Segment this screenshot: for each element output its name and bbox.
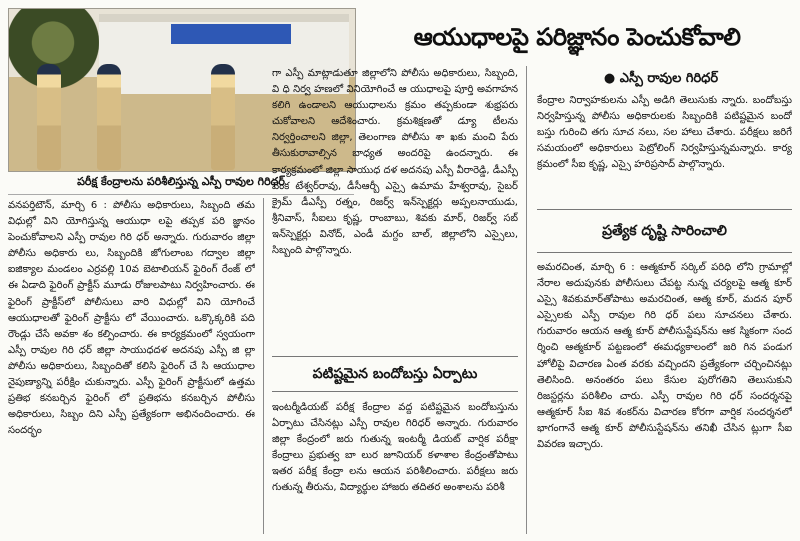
article-column-2-top: గా ఎస్పీ మాట్లాడుతూ జిల్లాలోని పోలీసు అధికారులు, సిబ్బంది, వి ధి నిర్వ హణలో వినియోగించే ఆ యుధాలపై పూర్తి అవగాహన కలిగి ఉండాలని ఆయుధాలను క్రమం తప్పకుండా శుభ్రపరు చుకోవాలని ఆదేశించారు. క్రమశిక్షణతో డ్యూ టీలను నిర్వర్తించాలని జిల్లా, తెలంగాణ పోలీసు శా ఖకు మంచి పేరు తీసుకురావాల్సిన బాధ్యత అందరిపై ఉందన్నారు. ఈ కార్యక్రమంలో జిల్లా సాయుధ దళ అదనపు ఎస్పీ వీరారెడ్డి, డీఎస్పీ వెంక టేశ్వర్‌రావు, డీసీఆర్బీ ఎస్సై ఉమామ హేశ్వరావు, సైబర్ క్రైమ్ డీఎస్పీ రత్నం, రిజర్వ్ ఇన్‌స్పెక్టర్లు అప్పలనాయుడు, శ్రీనివాస్, సీఐలు కృష్ణ, రాంబాబు, శివకు మార్, రిజర్వ్ సబ్ ఇన్‌స్పెక్టర్లు వినోద్, ఎండీ మగ్దం బాల్, జిల్లాలోని ఎస్సైలు, సిబ్బంది పాల్గొన్నారు. bbox=[272, 68, 518, 257]
column-divider bbox=[526, 66, 527, 534]
column-divider bbox=[263, 198, 264, 534]
article-column-2-bottom: ఇంటర్మీడియట్ పరీక్ష కేంద్రాల వద్ద పటిష్టమైన బందోబస్తును ఏర్పాటు చేసినట్లు ఎస్పీ రావుల గిరిధర్ అన్నారు. గురువారం జిల్లా కేంద్రంలో జరు గుతున్న ఇంటర్మీ డియట్ వార్షిక పరీక్షా కేంద్రాలు ప్రభుత్వ బా లుర జూనియర్ కళాశాల కేంద్రంతోపాటు ఇతర పరీక్ష కేంద్రా లను ఆయన పరిశీలించారు. పరీక్షలు జరు గుతున్న తీరును, విద్యార్థుల హాజరు తదితర అంశాలను పరిశీ bbox=[272, 402, 518, 494]
subheading-special-focus: ప్రత్యేక దృష్టి సారించాలి bbox=[537, 209, 792, 253]
byline: ● ఎస్పీ రావుల గిరిధర్ bbox=[603, 71, 719, 86]
building-sign bbox=[171, 24, 291, 44]
article-column-3-bottom: అమరచింత, మార్చి 6 : ఆత్మకూర్ సర్కిల్ పరిధి లోని గ్రామాల్లో నేరాల అదుపునకు పోలీసులు చేపట్ట నున్న చర్యలపై ఆత్మ కూర్ ఎస్సై శివకుమార్‌తోపాటు అమరచింత, ఆత్మ కూర్, మదన పూర్ ఎస్సైలకు ఎస్పీ రావుల గిరి ధర్ పలు సూచనలు చేశారు. గురువారం ఆయన ఆత్మ కూర్ పోలీసుస్టేషన్‌ను ఆక స్మికంగా సంద ర్శించి ఆత్మకూర్ పట్టణంలో ఈమధ్యకాలంలో జరి గిన పండుగ హోలీపై విచారణ ఏంత వరకు వచ్చిందని ప్రత్యేకంగా చర్చించినట్లు తెలిసింది. అనంతరం పలు కేసుల పురోగతిని తెలుసుకుని రిజస్టర్లను పరిశీలిం చారు. ఎస్పీ రావుల గిరి ధర్ సందర్శనపై ఆత్మకూర్ సీఐ శివ శంకర్‌ను విచారణ కోరగా వార్షిక సందర్శనలో భాగంగానే ఆత్మ కూర్ పోలీసుస్టేషన్‌ను తనిఖీ చేసిన ట్లుగా సీఐ వివరణ ఇచ్చారు. bbox=[537, 262, 792, 451]
article-column-1: వనపర్తిటౌన్, మార్చి 6 : పోలీసు అధికారులు, సిబ్బంది తమ విధుల్లో విని యోగిస్తున్న ఆయుధా లపై తప్పక పరి జ్ఞానం పెంచుకోవాలని ఎస్పీ రావుల గిరి ధర్ అన్నారు. గురువారం జిల్లా పోలీసు అధికారు లు, సిబ్బందికి జోగులాంబ గద్వాల జిల్లా ఐజిక్యాల మండలం ఎర్రవల్లి 10వ బెటాలియన్ ఫైరింగ్ రేంజ్ లో ఈ ఏడాది ఫైరింగ్ ప్రాక్టీస్ మూడు రోజులపాటు నిర్వహించారు. ఈ ఫైరింగ్ ప్రాక్టీస్‌లో పోలీసులు వారి విధుల్లో విని యోగించే ఆయుధాలతో ఫైరింగ్ ప్రాక్టీసు లో వేయించారు. ఒక్కొక్కరికి పది రౌండ్లు చేసే అవకా శం కల్పించారు. ఈ కార్యక్రమంలో స్వయంగా ఎస్పీ రావుల గిరి ధర్ జిల్లా సాయుధదళ అదనపు ఎస్పీ జి ల్లా పోలీసు అధికారులు, సిబ్బందితో కలిసి ఫైరింగ్ చే సి ఆయుధాల నైపుణ్యాన్ని పరీక్షిం చుకున్నారు. ఎస్పీ ఫైరింగ్ ప్రాక్టీసులో ఉత్తమ ప్రతిభ కనబర్చిన ఫైరింగ్ లో ప్రతిభను కనబర్చిన పోలీసు అధికారులు, సిబ్బం దిని ఎస్పీ ప్రత్యేకంగా అభినందించారు. ఈ సందర్భం bbox=[8, 200, 255, 437]
headline: ఆయుధాలపై పరిజ్ఞానం పెంచుకోవాలి bbox=[413, 23, 741, 51]
police-officer-figure bbox=[37, 64, 61, 170]
police-officer-figure bbox=[97, 64, 121, 170]
subheading-security-arrangements: పటిష్టమైన బందోబస్తు ఏర్పాటు bbox=[272, 356, 518, 392]
police-officer-figure bbox=[211, 64, 235, 170]
article-column-3-top: కేంద్రాల నిర్వాహకులను ఎస్పీ అడిగి తెలుసుకు న్నారు. బందోబస్తు నిర్వహిస్తున్న పోలీసు అధికారులకు సిబ్బందికి పటిష్టమైన బందో బస్తు గురించి తగు సూచ నలు, సల హాలు చేశారు. పరీక్షలు జరిగే సమయంలో అధికారులు పెట్రోలింగ్ నిర్వహిస్తున్నమన్నారు. కార్య క్రమంలో సీఐ కృష్ణ, ఎస్సై హరిప్రసాద్ పాల్గొన్నారు. bbox=[537, 95, 792, 171]
photo-caption: పరీక్ష కేంద్రాలను పరిశీలిస్తున్న ఎస్పీ రావుల గిరిధర్ bbox=[8, 170, 354, 195]
